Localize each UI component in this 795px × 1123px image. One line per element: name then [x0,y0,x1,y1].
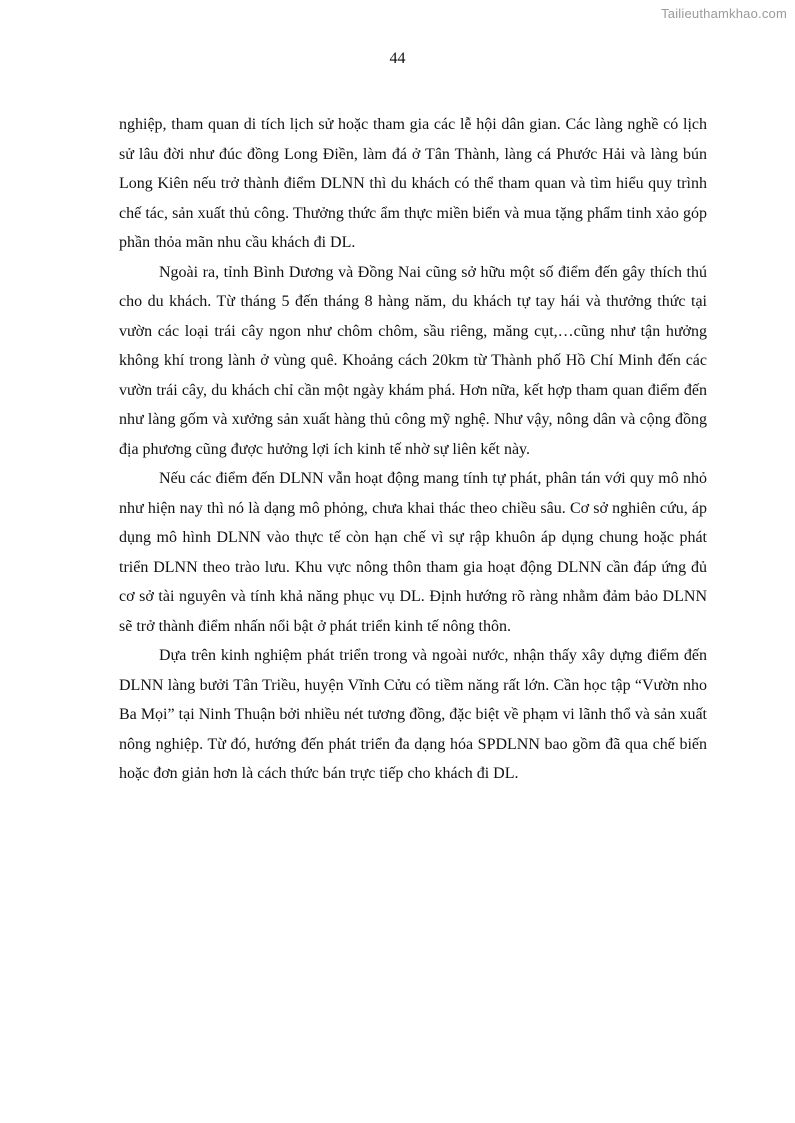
page-number: 44 [389,50,406,67]
watermark-text: Tailieuthamkhao.com [661,6,787,21]
paragraph-continuation: nghiệp, tham quan di tích lịch sử hoặc tham gia các lễ hội dân gian. Các làng nghề có lịch sử lâu đời như đúc đồng Long Điền, làm đá ở Tân Thành, làng cá Phước Hải và làng bún Long Kiên nếu trở thành điểm DLNN thì du khách có thể tham quan và tìm hiểu quy trình chế tác, sản xuất thủ công. Thưởng thức ẩm thực miền biển và mua tặng phẩm tinh xảo góp phần thỏa mãn nhu cầu khách đi DL. [119,116,707,251]
paragraph-dlnn-status: Nếu các điểm đến DLNN vẫn hoạt động mang tính tự phát, phân tán với quy mô nhỏ như hiện nay thì nó là dạng mô phỏng, chưa khai thác theo chiều sâu. Cơ sở nghiên cứu, áp dụng mô hình DLNN vào thực tế còn hạn chế vì sự rập khuôn áp dụng chung hoặc phát triển DLNN theo trào lưu. Khu vực nông thôn tham gia hoạt động DLNN cần đáp ứng đủ cơ sở tài nguyên và tính khả năng phục vụ DL. Định hướng rõ ràng nhằm đảm bảo DLNN sẽ trở thành điểm nhấn nổi bật ở phát triển kinh tế nông thôn. [119,470,707,635]
paragraph-tan-trieu-proposal: Dựa trên kinh nghiệm phát triển trong và ngoài nước, nhận thấy xây dựng điểm đến DLNN làng bưởi Tân Triều, huyện Vĩnh Cửu có tiềm năng rất lớn. Cần học tập “Vườn nho Ba Mọi” tại Ninh Thuận bởi nhiều nét tương đồng, đặc biệt về phạm vi lãnh thổ và sản xuất nông nghiệp. Từ đó, hướng đến phát triển đa dạng hóa SPDLNN bao gồm đã qua chế biến hoặc đơn giản hơn là cách thức bán trực tiếp cho khách đi DL. [119,647,707,782]
paragraph-binh-duong-dong-nai: Ngoài ra, tỉnh Bình Dương và Đồng Nai cũng sở hữu một số điểm đến gây thích thú cho du khách. Từ tháng 5 đến tháng 8 hàng năm, du khách tự tay hái và thưởng thức tại vườn các loại trái cây ngon như chôm chôm, sầu riêng, măng cụt,…cũng như tận hưởng không khí trong lành ở vùng quê. Khoảng cách 20km từ Thành phố Hồ Chí Minh đến các vườn trái cây, du khách chỉ cần một ngày khám phá. Hơn nữa, kết hợp tham quan điểm đến như làng gốm và xưởng sản xuất hàng thủ công mỹ nghệ. Như vậy, nông dân và cộng đồng địa phương cũng được hưởng lợi ích kinh tế nhờ sự liên kết này. [119,263,707,458]
document-body [119,110,707,789]
